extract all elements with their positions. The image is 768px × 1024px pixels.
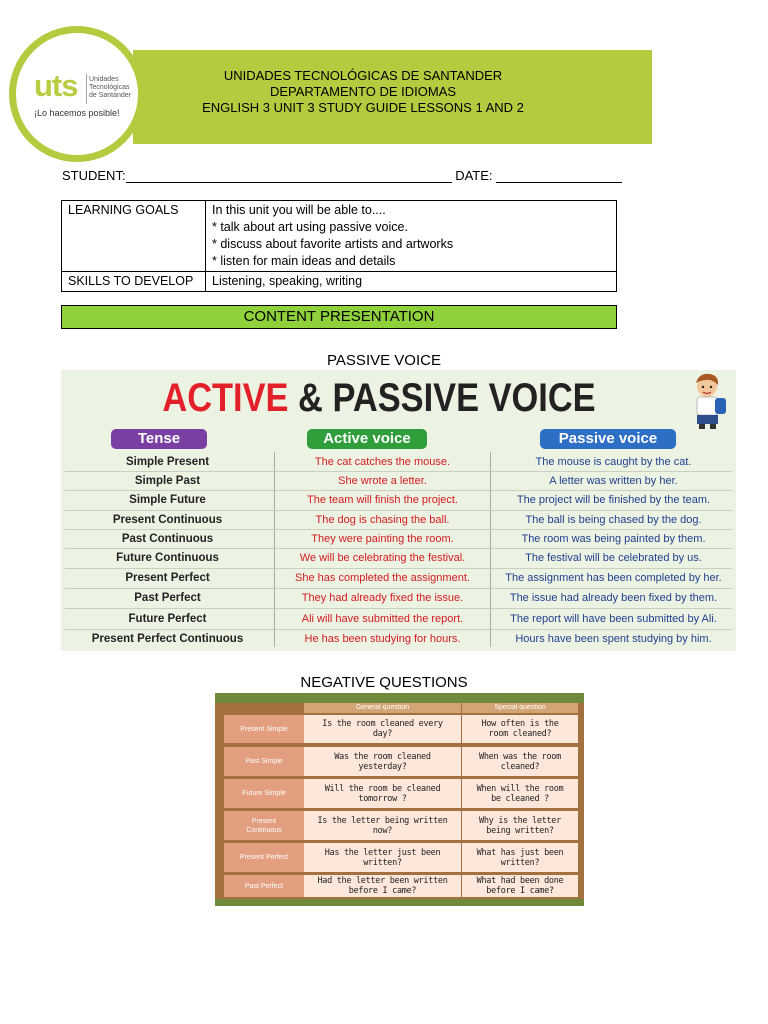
negative-questions-title: NEGATIVE QUESTIONS bbox=[300, 674, 468, 691]
passive-cell: The report will have been submitted by Ali. bbox=[510, 613, 717, 625]
skills-value: Listening, speaking, writing bbox=[206, 272, 617, 292]
nq-general-cell: Will the room be cleaned tomorrow ? bbox=[304, 779, 461, 808]
nq-special-cell: What had been done before I came? bbox=[462, 875, 578, 897]
tense-cell: Future Continuous bbox=[116, 552, 219, 564]
passive-cell: The ball is being chased by the dog. bbox=[525, 514, 702, 526]
nq-general-cell: Is the room cleaned every day? bbox=[304, 715, 461, 743]
voice-row bbox=[61, 549, 736, 568]
nq-special-cell: Why is the letter being written? bbox=[462, 811, 578, 840]
active-cell: The cat catches the mouse. bbox=[314, 456, 451, 468]
nq-special-cell: How often is the room cleaned? bbox=[462, 715, 578, 743]
voice-row bbox=[61, 453, 736, 472]
nq-tense-label: Past Simple bbox=[224, 747, 304, 776]
logo-divider bbox=[86, 74, 87, 104]
voice-row bbox=[61, 589, 736, 608]
date-label: DATE: bbox=[455, 168, 493, 183]
nq-general-cell: Had the letter been written before I came? bbox=[304, 875, 461, 897]
tense-header: Tense bbox=[111, 429, 207, 449]
nq-tense-label: Present Perfect bbox=[224, 843, 304, 872]
student-boy-illustration bbox=[687, 372, 729, 430]
tense-cell: Simple Past bbox=[134, 475, 201, 487]
content-presentation-bar: CONTENT PRESENTATION bbox=[61, 305, 617, 329]
tense-cell: Past Perfect bbox=[134, 592, 201, 604]
date-field[interactable] bbox=[496, 169, 622, 183]
nq-special-cell: When was the room cleaned? bbox=[462, 747, 578, 776]
passive-cell: The festival will be celebrated by us. bbox=[525, 552, 702, 564]
learning-goals-label: LEARNING GOALS bbox=[62, 201, 206, 272]
tense-cell: Simple Present bbox=[125, 456, 210, 468]
active-cell: We will be celebrating the festival. bbox=[299, 552, 466, 564]
negative-questions-table bbox=[215, 693, 584, 906]
general-question-header: General question bbox=[304, 703, 461, 713]
active-cell: She has completed the assignment. bbox=[295, 572, 470, 584]
active-passive-infographic bbox=[61, 370, 736, 651]
logo-institution-name: Unidades Tecnológicas de Santander bbox=[89, 76, 132, 99]
infographic-title: ACTIVE & PASSIVE VOICE bbox=[162, 376, 596, 420]
active-cell: The dog is chasing the ball. bbox=[315, 514, 450, 526]
passive-cell: The mouse is caught by the cat. bbox=[535, 456, 692, 468]
passive-cell: A letter was written by her. bbox=[549, 475, 678, 487]
nq-tense-label: Present Simple bbox=[224, 715, 304, 743]
voice-row bbox=[61, 511, 736, 530]
nq-tense-label: Present Continuous bbox=[224, 811, 304, 840]
tense-cell: Present Continuous bbox=[112, 514, 223, 526]
guide-title: ENGLISH 3 UNIT 3 STUDY GUIDE LESSONS 1 AND 2 bbox=[202, 100, 524, 115]
tense-cell: Present Perfect Continuous bbox=[91, 633, 244, 645]
passive-cell: The assignment has been completed by her. bbox=[505, 572, 722, 584]
institution-name: UNIDADES TECNOLÓGICAS DE SANTANDER bbox=[223, 68, 503, 83]
tense-cell: Past Continuous bbox=[121, 533, 214, 545]
tense-cell: Simple Future bbox=[129, 494, 206, 506]
active-cell: She wrote a letter. bbox=[338, 475, 427, 487]
logo-slogan: ¡Lo hacemos posible! bbox=[34, 108, 120, 118]
passive-cell: The issue had already been fixed by them. bbox=[509, 592, 718, 604]
voice-row bbox=[61, 491, 736, 510]
voice-row bbox=[61, 472, 736, 491]
active-cell: They were painting the room. bbox=[311, 533, 454, 545]
goals-table bbox=[61, 200, 617, 292]
student-label: STUDENT: bbox=[62, 168, 126, 183]
tense-cell: Future Perfect bbox=[128, 613, 207, 625]
document-header bbox=[133, 68, 593, 116]
passive-cell: The room was being painted by them. bbox=[521, 533, 706, 545]
nq-special-cell: When will the room be cleaned ? bbox=[462, 779, 578, 808]
student-date-line bbox=[62, 168, 622, 183]
voice-row bbox=[61, 610, 736, 629]
active-cell: They had already fixed the issue. bbox=[301, 592, 464, 604]
nq-general-cell: Is the letter being written now? bbox=[304, 811, 461, 840]
voice-row bbox=[61, 630, 736, 649]
voice-row bbox=[61, 530, 736, 549]
passive-cell: Hours have been spent studying by him. bbox=[515, 633, 712, 645]
nq-tense-label: Past Perfect bbox=[224, 875, 304, 897]
learning-goals-content: In this unit you will be able to.... * talk about art using passive voice. * discuss about favorite artists and artworks * listen for main ideas and details bbox=[206, 201, 617, 272]
tense-cell: Present Perfect bbox=[125, 572, 210, 584]
nq-special-cell: What has just been written? bbox=[462, 843, 578, 872]
skills-label: SKILLS TO DEVELOP bbox=[62, 272, 206, 292]
special-question-header: Special question bbox=[462, 703, 578, 713]
row-divider bbox=[65, 608, 732, 609]
active-cell: He has been studying for hours. bbox=[304, 633, 461, 645]
nq-tense-label: Future Simple bbox=[224, 779, 304, 808]
nq-general-cell: Has the letter just been written? bbox=[304, 843, 461, 872]
voice-row bbox=[61, 569, 736, 588]
student-name-field[interactable] bbox=[126, 169, 452, 183]
active-cell: The team will finish the project. bbox=[306, 494, 458, 506]
passive-voice-title: PASSIVE VOICE bbox=[327, 352, 441, 369]
logo-mark: uts bbox=[34, 68, 78, 103]
leaves-border bbox=[215, 693, 584, 703]
passive-cell: The project will be finished by the team. bbox=[516, 494, 711, 506]
active-cell: Ali will have submitted the report. bbox=[301, 613, 464, 625]
department-name: DEPARTAMENTO DE IDIOMAS bbox=[269, 84, 457, 99]
active-voice-header: Active voice bbox=[307, 429, 427, 449]
nq-general-cell: Was the room cleaned yesterday? bbox=[304, 747, 461, 776]
passive-voice-header: Passive voice bbox=[540, 429, 676, 449]
leaves-border bbox=[215, 899, 584, 906]
